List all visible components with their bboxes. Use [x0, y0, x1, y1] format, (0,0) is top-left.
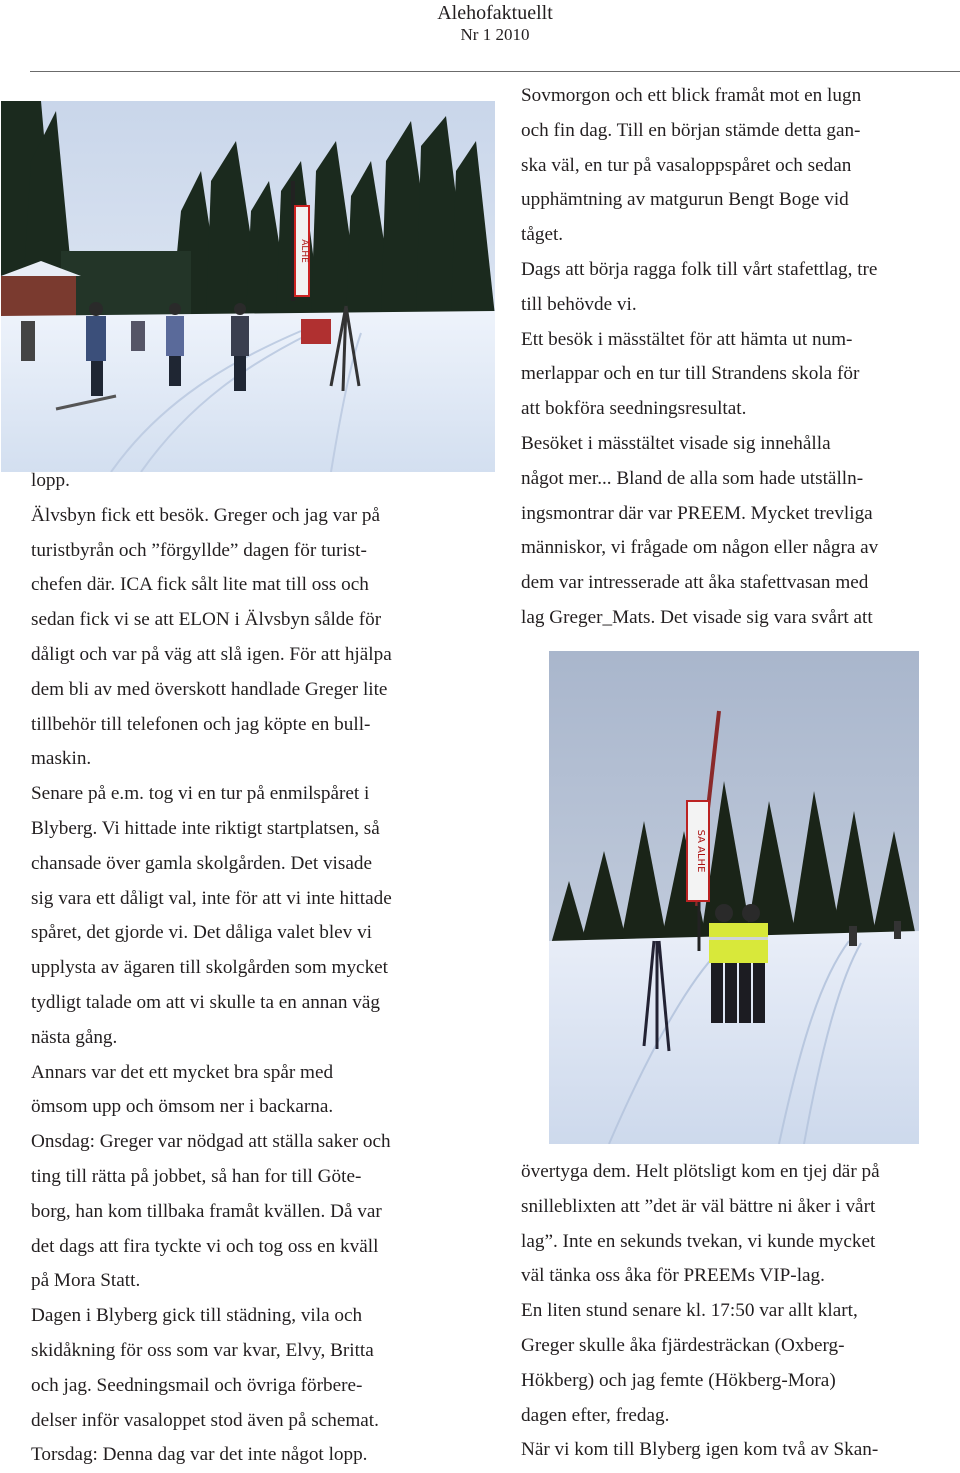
text-line: dem bli av med överskott handlade Greger lite — [31, 678, 388, 700]
photo1-banner-text: ALHE — [299, 239, 309, 263]
text-line: dagen efter, fredag. — [521, 1404, 670, 1426]
text-line: på Mora Statt. — [31, 1270, 141, 1292]
text-line: och jag. Seedningsmail och övriga förbere- — [31, 1374, 363, 1396]
text-line: tåget. — [521, 224, 564, 246]
text-line: delser inför vasaloppet stod även på schemat. — [31, 1409, 379, 1431]
text-line: Dagen i Blyberg gick till städning, vila och — [31, 1305, 363, 1327]
right-article-column-top — [521, 79, 956, 636]
text-line: turistbyrån och ”förgyllde” dagen för turist- — [31, 539, 367, 561]
text-line: Torsdag: Denna dag var det inte något lopp. — [31, 1444, 368, 1466]
ski-race-photo — [1, 101, 495, 472]
text-line: sedan fick vi se att ELON i Älvsbyn sålde för — [31, 609, 382, 631]
publication-title: Alehofaktuellt — [437, 2, 553, 24]
text-line: ting till rätta på jobbet, så han for till Göte- — [31, 1165, 362, 1187]
text-line: lag”. Inte en sekunds tvekan, vi kunde mycket — [521, 1230, 876, 1252]
text-line: övertyga dem. Helt plötsligt kom en tjej där på — [521, 1161, 880, 1182]
text-line: Senare på e.m. tog vi en tur på enmilspåret i — [31, 783, 370, 805]
text-line: dåligt och var på väg att slå igen. För att hjälpa — [31, 643, 392, 665]
text-line: Blyberg. Vi hittade inte riktigt startplatsen, så — [31, 817, 380, 839]
issue-number: Nr 1 2010 — [460, 25, 530, 44]
text-line: Besöket i mässtältet visade sig innehålla — [521, 432, 831, 454]
text-line: nästa gång. — [31, 1026, 118, 1048]
text-line: lopp. — [31, 470, 70, 491]
text-line: När vi kom till Blyberg igen kom två av Skan- — [521, 1439, 879, 1461]
text-line: lag Greger_Mats. Det visade sig vara svårt att — [521, 606, 873, 628]
text-line: Hökberg) och jag femte (Hökberg-Mora) — [521, 1369, 836, 1391]
text-line: Älvsbyn fick ett besök. Greger och jag var på — [31, 504, 380, 526]
text-line: Dags att börja ragga folk till vårt stafettlag, tre — [521, 258, 878, 280]
text-line: upphämtning av matgurun Bengt Boge vid — [521, 189, 849, 211]
text-line: tillbehör till telefonen och jag köpte en bull- — [31, 713, 371, 735]
text-line: ska väl, en tur på vasaloppspåret och sedan — [521, 154, 852, 176]
text-line: borg, han kom tillbaka framåt kvällen. Då var — [31, 1200, 382, 1222]
text-line: Onsdag: Greger var nödgad att ställa saker och — [31, 1131, 391, 1153]
right-article-column-bottom — [521, 1155, 956, 1468]
text-line: En liten stund senare kl. 17:50 var allt klart, — [521, 1300, 858, 1322]
text-line: chefen där. ICA fick sålt lite mat till oss och — [31, 574, 369, 596]
text-line: spåret, det gjorde vi. Det dåliga valet blev vi — [31, 922, 372, 944]
skiers-vests-photo — [549, 651, 919, 1144]
photo2-banner-text: SA ALHE — [695, 829, 706, 873]
text-line: snilleblixten att ”det är väl bättre ni åker i vårt — [521, 1195, 876, 1217]
text-line: det dags att fira tyckte vi och tog oss en kväll — [31, 1235, 379, 1257]
text-line: upplysta av ägaren till skolgården som mycket — [31, 957, 389, 979]
text-line: till behövde vi. — [521, 293, 637, 315]
text-line: maskin. — [31, 748, 92, 770]
text-line: Sovmorgon och ett blick framåt mot en lugn — [521, 85, 862, 106]
left-article-column — [31, 464, 476, 1473]
header-divider — [30, 71, 960, 72]
text-line: merlappar och en tur till Strandens skola för — [521, 363, 860, 385]
text-line: något mer... Bland de alla som hade utställn- — [521, 467, 864, 489]
text-line: chansade över gamla skolgården. Det visade — [31, 852, 372, 874]
text-line: Greger skulle åka fjärdesträckan (Oxberg- — [521, 1334, 845, 1356]
text-line: människor, vi frågade om någon eller några av — [521, 537, 879, 559]
text-line: väl tänka oss åka för PREEMs VIP-lag. — [521, 1265, 825, 1287]
text-line: att bokföra seedningsresultat. — [521, 398, 747, 420]
text-line: tydligt talade om att vi skulle ta en annan väg — [31, 991, 381, 1013]
text-line: ingsmontrar där var PREEM. Mycket trevliga — [521, 502, 873, 524]
text-line: dem var intresserade att åka stafettvasan med — [521, 572, 869, 594]
text-line: Annars var det ett mycket bra spår med — [31, 1061, 334, 1083]
text-line: och fin dag. Till en början stämde detta gan- — [521, 119, 861, 141]
text-line: ömsom upp och ömsom ner i backarna. — [31, 1096, 334, 1118]
text-line: sig vara ett dåligt val, inte för att vi inte hittade — [31, 887, 392, 909]
text-line: skidåkning för oss som var kvar, Elvy, Britta — [31, 1339, 374, 1361]
text-line: Ett besök i mässtältet för att hämta ut num- — [521, 328, 853, 350]
